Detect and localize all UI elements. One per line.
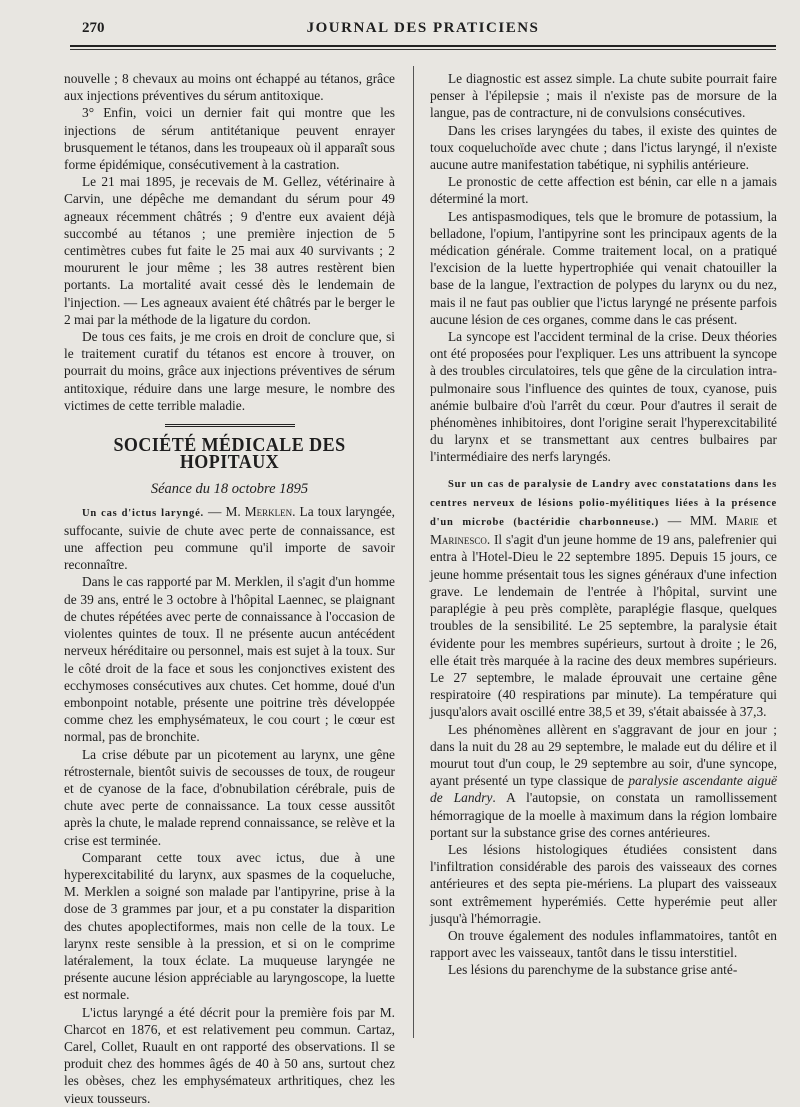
author-name: Marie — [725, 513, 759, 529]
paragraph-text: . Il s'agit d'un jeune homme de 19 ans, palefrenier qui entra à l'Hotel-Dieu le 22 septembre 1895. Depuis 15 jours, ce jeune homme présentait tous les signes généraux d'une infection grave. Le lendemain de l'entrée à l'hôpital, survint une paraplégie à peu près complète, paraplégie flasque, quelques troubles de la sensibilité. Le 25 septembre, la paralysie était évidente pour les membres supérieurs, surtout à droite ; le 26, elle était très marquée à la racine des deux membres supérieurs. Le 27 septembre, le malade éprouvait une certaine gêne respiratoire (40 respirations par minute). La température qui jusqu'alors avait oscillé entre 38,5 et 39, s'était abaissée à 37,3. — [430, 532, 777, 720]
paragraph — [430, 721, 777, 841]
page-header — [70, 18, 776, 48]
paragraph: Comparant cette toux avec ictus, due à une hyperexcitabilité du larynx, aux spasmes de la coqueluche, M. Merklen a soigné son malade par l'antipyrine, prise à la dose de 3 grammes par jour, et a pu constater la disparition des chutes apoplectiformes, mais non celle de la toux. Le larynx reste sensible à la pression, et si on le comprime latéralement, la toux éclate. La muqueuse laryngée ne présente aucune lésion appréciable au laryngoscope, la luette est normale. — [64, 849, 395, 1003]
paragraph: Le diagnostic est assez simple. La chute subite pourrait faire penser à l'épilepsie ; mais il n'existe pas de morsure de la langue, pas de contracture, ni de convulsions consécutives. — [430, 71, 777, 121]
paragraph — [430, 474, 777, 721]
dash: — MM. — [659, 513, 726, 529]
paragraph: On trouve également des nodules inflammatoires, tantôt en rapport avec les vaisseaux, tantôt dans le tissu interstitiel. — [430, 927, 777, 961]
paragraph: La crise débute par un picotement au larynx, une gêne rétrosternale, bientôt suivis de secousses de toux, de rougeur et de cyanose de la face, d'obnubilation cérébrale, puis de chute avec perte de connaissance. La toux cesse aussitôt après la chute, le malade reprend connaissance, se relève et la crise est terminée. — [64, 746, 395, 848]
paragraph: L'ictus laryngé a été décrit pour la première fois par M. Charcot en 1876, et est relativement peu commun. Cartaz, Carel, Collet, Ruault en ont rapporté des observations. Il se produit chez des hommes âgés de 40 à 50 ans, surtout chez les obèses, chez les emphysémateux arthritiques, chez les vieux tousseurs. — [64, 1004, 395, 1106]
society-heading — [64, 424, 395, 474]
header-rule — [70, 45, 776, 47]
paragraph: nouvelle ; 8 chevaux au moins ont échappé au tétanos, grâce aux injections préventives du sérum antitoxique. — [64, 71, 395, 104]
paragraph: De tous ces faits, je me crois en droit de conclure que, si le traitement curatif du tétanos est encore à trouver, on pourrait du moins, grâce aux injections préventives de sérum antitoxique, réduire dans une large mesure, le nombre des victimes de cette terrible maladie. — [64, 329, 395, 413]
paragraph: Le 21 mai 1895, je recevais de M. Gellez, vétérinaire à Carvin, une dépêche me demandant du sérum pour 49 agneaux récemment châtrés ; 9 d'entre eux avaient déjà succombé au tétanos ; une première injection de 5 centimètres cubes fut faite le 25 mai aux 40 survivants ; 2 moururent le jour même ; les 38 autres restèrent bien portants. La mortalité avait cessé dès le lendemain de l'injection. — Les agneaux avaient été châtrés par le berger le 2 mai par la méthode de la ligature du cordon. — [64, 174, 395, 327]
paragraph-text: . A l'autopsie, on constata un ramollissement hémorragique de la moelle à maximum dans la région lombaire portant sur la substance grise des cornes antérieures. — [430, 790, 777, 840]
page-number: 270 — [82, 20, 105, 36]
paragraph — [64, 503, 395, 574]
session-date: Séance du 18 octobre 1895 — [150, 481, 309, 498]
paragraph: La syncope est l'accident terminal de la crise. Deux théories ont été proposées pour l'expliquer. Les uns attribuent la syncope à des troubles circulatoires, tels que gêne de la circulation intra-pulmonaire sous l'influence des quintes de toux, cyanose, puis anémie bulbaire d'où l'arrêt du cœur. Pour d'autres il serait de phénomènes inhibitoires, dont l'origine serait l'hyperexcitabilité du larynx et se transmettant aux centres bulbaires par l'intermédiaire des nerfs laryngés. — [430, 329, 777, 465]
ornament-rule — [165, 424, 295, 427]
journal-title: JOURNAL DES PRATICIENS — [306, 20, 540, 36]
author-name: Marinesco — [430, 532, 487, 548]
paragraph: Les antispasmodiques, tels que le bromure de potassium, la belladone, l'opium, l'antipyrine sont les principaux agents de la médication générale. Comme traitement local, on a pratiqué l'excision de la luette hypertrophiée qui venait chatouiller la base de la langue, l'extraction de polypes du larynx ou du nez, mais il ne faut pas oublier que l'ictus laryngé ne présente parfois aucune lésion de ces organes, comme dans le cas présent. — [430, 208, 777, 327]
paragraph: Les lésions du parenchyme de la substance grise anté- — [448, 962, 738, 978]
paragraph-text: . La toux laryngée, suffocante, suivie de chute avec perte de connaissance, est une affection peu commune qu'il importe de savoir reconnaître. — [64, 503, 395, 573]
author-name: Merklen — [244, 503, 293, 519]
left-column — [64, 70, 395, 1107]
article-title: Un cas d'ictus laryngé. — [82, 507, 204, 519]
dash: — M. — [203, 503, 245, 519]
article-title: Sur un cas de paralysie de Landry avec constatations dans les centres nerveux de lésions polio-myélitiques liées à la présence d'un microbe (bactéridie charbonneuse.) — [430, 478, 777, 529]
paragraph: Dans le cas rapporté par M. Merklen, il s'agit d'un homme de 39 ans, entré le 3 octobre à l'hôpital Laennec, se plaignant de chutes répétées avec perte de connaissance à l'occasion de violentes quintes de toux. Il ne présente aucun antécédent nerveux héréditaire ou personnel, mais est sujet à la toux. Sur le côté droit de la face et sous les conjonctives existent des ecchymoses consécutives aux chutes. Cet homme, doué d'un embonpoint notable, présente une poitrine très développée comme chez les emphysémateux, le cou court ; le cœur est normal, pas de bronchite. — [64, 574, 395, 745]
header-rule-thin — [70, 49, 776, 50]
paragraph-text: Les phénomènes allèrent en s'aggravant de jour en jour ; dans la nuit du 28 au 29 septembre, le malade eut du délire et il mourut tout d'un coup, le 29 septembre au soir, d'une syncope, ayant présenté un type classique de — [430, 721, 777, 789]
right-column — [430, 70, 777, 979]
conjunction: et — [758, 513, 777, 529]
paragraph: Dans les crises laryngées du tabes, il existe des quintes de toux coqueluchoïde avec chute ; dans l'ictus laryngé, il n'existe aucune autre manifestation tabétique, ni syphilis antérieure. — [430, 122, 777, 173]
column-divider — [413, 66, 414, 1038]
paragraph: Le pronostic de cette affection est bénin, car elle n a jamais déterminé la mort. — [430, 174, 777, 207]
paragraph: 3° Enfin, voici un dernier fait qui montre que les injections de sérum antitétanique peuvent enrayer brusquement le tétanos, dans les troupeaux où il apparaît sous forme épidémique, consécutivement à la castration. — [64, 105, 395, 173]
disease-name: paralysie ascendante aiguë de Landry — [430, 773, 777, 806]
society-title: SOCIÉTÉ MÉDICALE DES HOPITAUX — [113, 434, 346, 474]
paragraph: Les lésions histologiques étudiées consistent dans l'infiltration considérable des parois des vaisseaux des cornes antérieures et des septa pie-mériens. La plupart des vaisseaux sont extrêmement hyperémiés. Cette hyperémie peut aller jusqu'à l'hémorragie. — [430, 841, 777, 926]
